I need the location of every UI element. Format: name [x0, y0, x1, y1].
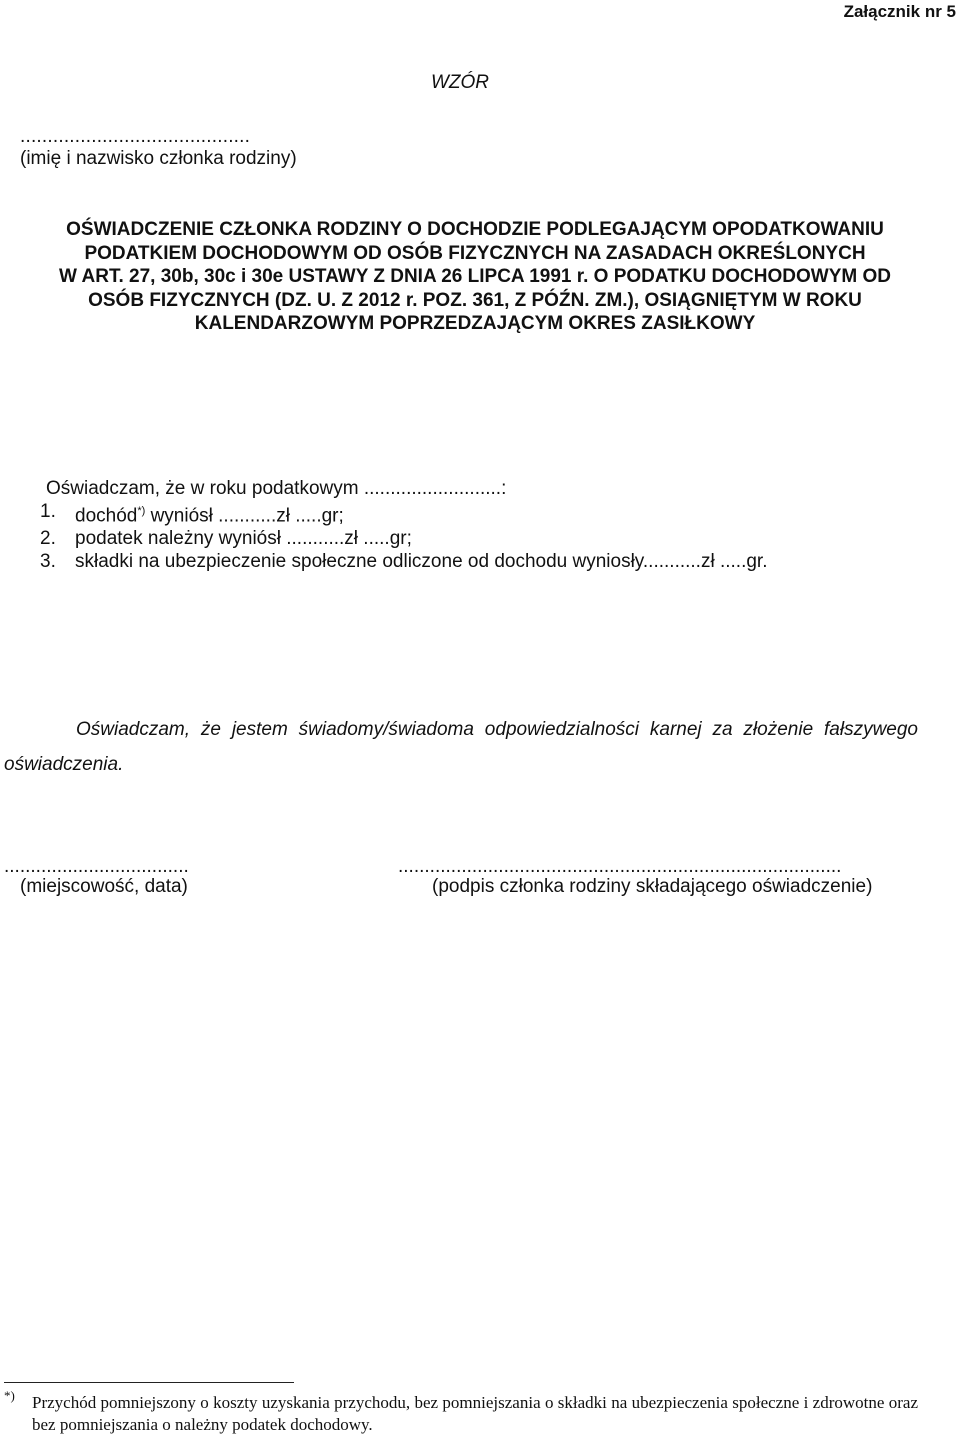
item-number: 1. [40, 501, 56, 522]
title-line: OSÓB FIZYCZNYCH (DZ. U. Z 2012 r. POZ. 361, Z PÓŹN. ZM.), OSIĄGNIĘTYM W ROKU [88, 289, 862, 311]
title-line: PODATKIEM DOCHODOWYM OD OSÓB FIZYCZNYCH NA ZASADACH OKREŚLONYCH [84, 242, 866, 264]
footnote-divider [4, 1382, 294, 1383]
list-item [40, 527, 767, 550]
signature-fill-line: .................................................................................... [398, 856, 842, 877]
annex-number: Załącznik nr 5 [843, 2, 956, 21]
responsibility-statement: Oświadczam, że jestem świadomy/świadoma odpowiedzialności karnej za złożenie fałszywego oświadczenia. [4, 719, 918, 775]
income-list [40, 500, 767, 573]
footnote-mark: *) [4, 1388, 15, 1403]
title-line: W ART. 27, 30b, 30c i 30e USTAWY Z DNIA 26 LIPCA 1991 r. O PODATKU DOCHODOWYM OD [59, 266, 891, 287]
name-fill-line: .......................................... [20, 126, 251, 147]
title-line: OŚWIADCZENIE CZŁONKA RODZINY O DOCHODZIE PODLEGAJĄCYM OPODATKOWANIU [66, 219, 884, 240]
list-item [40, 550, 767, 573]
place-date-fill-line: ................................... [4, 856, 189, 877]
footnote-ref: *) [137, 505, 146, 517]
item-text: składki na ubezpieczenie społeczne odliczone od dochodu wyniosły...........zł .....gr. [75, 551, 768, 573]
place-date-caption: (miejscowość, data) [20, 876, 188, 897]
document-title [10, 218, 940, 336]
template-label: WZÓR [430, 72, 490, 93]
list-item [40, 500, 767, 527]
name-caption: (imię i nazwisko członka rodziny) [20, 148, 297, 169]
item-number: 3. [40, 551, 56, 573]
declaration-intro: Oświadczam, że w roku podatkowym ..........................: [46, 478, 507, 499]
signature-caption: (podpis członka rodziny składającego oświadczenie) [432, 876, 873, 897]
item-number: 2. [40, 528, 56, 550]
footnote-text: Przychód pomniejszony o koszty uzyskania przychodu, bez pomniejszania o składki na ubezpieczenia społeczne i zdrowotne oraz bez pomniejszania o należny podatek dochodowy. [32, 1393, 918, 1434]
title-line: KALENDARZOWYM POPRZEDZAJĄCYM OKRES ZASIŁKOWY [194, 313, 756, 334]
item-text: podatek należny wyniósł ...........zł .....gr; [75, 528, 412, 550]
item-text: dochód*) wyniósł ...........zł .....gr; [75, 505, 344, 527]
